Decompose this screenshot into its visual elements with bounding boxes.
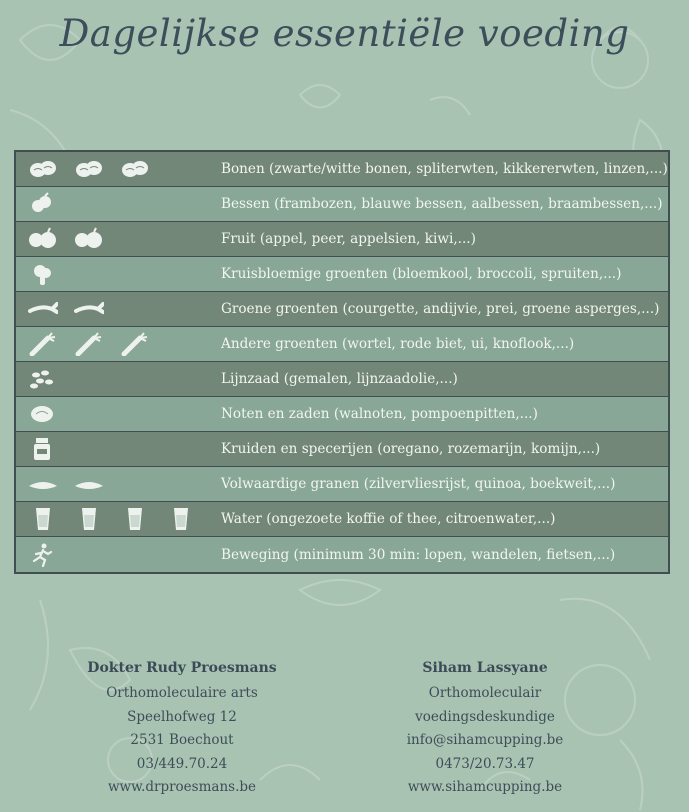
table-row-flaxseed <box>16 362 668 397</box>
seeds-icon <box>20 366 66 392</box>
beans-icon <box>112 156 158 182</box>
table-row-berries <box>16 187 668 222</box>
grain-icon <box>66 471 112 497</box>
contact-card-doctor <box>52 660 312 800</box>
row-label: Volwaardige granen (zilvervliesrijst, quinoa, boekweit,...) <box>221 476 616 492</box>
icon-group <box>16 327 221 361</box>
carrot-icon <box>20 331 66 357</box>
contact-name: Siham Lassyane <box>422 660 548 676</box>
table-row-cruciferous <box>16 257 668 292</box>
table-row-fruit <box>16 222 668 257</box>
page-title: Dagelijkse essentiële voeding <box>59 12 630 55</box>
table-row-other-vegetables <box>16 327 668 362</box>
row-label: Fruit (appel, peer, appelsien, kiwi,...) <box>221 231 476 247</box>
icon-group <box>16 502 221 536</box>
table-row-beans <box>16 152 668 187</box>
leek-icon <box>66 296 112 322</box>
row-label: Noten en zaden (walnoten, pompoenpitten,...) <box>221 406 538 422</box>
carrot-icon <box>112 331 158 357</box>
row-label: Andere groenten (wortel, rode biet, ui, knoflook,...) <box>221 336 575 352</box>
icon-group <box>16 257 221 291</box>
contact-city: 2531 Boechout <box>130 732 234 748</box>
row-label: Kruisbloemige groenten (bloemkool, broccoli, spruiten,...) <box>221 266 622 282</box>
contact-phone: 0473/20.73.47 <box>435 755 535 772</box>
contact-website: www.drproesmans.be <box>108 779 256 795</box>
water-glass-icon <box>20 506 66 532</box>
food-table <box>14 150 670 574</box>
icon-group <box>16 152 221 186</box>
table-row-green-vegetables <box>16 292 668 327</box>
table-row-grains <box>16 467 668 502</box>
leek-icon <box>20 296 66 322</box>
contact-street: Speelhofweg 12 <box>127 708 237 725</box>
beans-icon <box>66 156 112 182</box>
broccoli-icon <box>20 261 66 287</box>
water-glass-icon <box>112 506 158 532</box>
row-label: Kruiden en specerijen (oregano, rozemarijn, komijn,...) <box>221 441 601 457</box>
row-label: Groene groenten (courgette, andijvie, prei, groene asperges,...) <box>221 301 660 317</box>
contact-role-cont: voedingsdeskundige <box>415 708 555 725</box>
fruit-icon <box>66 226 112 252</box>
contact-phone: 03/449.70.24 <box>136 755 228 772</box>
berries-icon <box>20 191 66 217</box>
contact-role: Orthomoleculair <box>428 685 542 701</box>
contact-email: info@sihamcupping.be <box>406 732 564 748</box>
spice-jar-icon <box>20 436 66 462</box>
icon-group <box>16 187 221 221</box>
row-label: Bessen (frambozen, blauwe bessen, aalbessen, braambessen,...) <box>221 196 663 212</box>
table-row-nuts <box>16 397 668 432</box>
contact-role: Orthomoleculaire arts <box>106 685 258 701</box>
icon-group <box>16 467 221 501</box>
icon-group <box>16 432 221 466</box>
nut-icon <box>20 401 66 427</box>
row-label: Beweging (minimum 30 min: lopen, wandelen, fietsen,...) <box>221 546 616 563</box>
beans-icon <box>20 156 66 182</box>
runner-icon <box>20 542 66 568</box>
icon-group <box>16 362 221 396</box>
row-label: Bonen (zwarte/witte bonen, spliterwten, kikkererwten, linzen,...) <box>221 161 668 177</box>
row-label: Lijnzaad (gemalen, lijnzaadolie,...) <box>221 371 458 387</box>
table-row-exercise <box>16 537 668 572</box>
fruit-icon <box>20 226 66 252</box>
icon-group <box>16 537 221 572</box>
carrot-icon <box>66 331 112 357</box>
grain-icon <box>20 471 66 497</box>
water-glass-icon <box>158 506 204 532</box>
icon-group <box>16 397 221 431</box>
table-row-water <box>16 502 668 537</box>
contact-card-nutritionist <box>355 660 615 800</box>
icon-group <box>16 292 221 326</box>
water-glass-icon <box>66 506 112 532</box>
row-label: Water (ongezoete koffie of thee, citroenwater,...) <box>221 511 556 527</box>
contact-name: Dokter Rudy Proesmans <box>87 660 277 676</box>
icon-group <box>16 222 221 256</box>
table-row-herbs <box>16 432 668 467</box>
contact-website: www.sihamcupping.be <box>407 779 563 795</box>
